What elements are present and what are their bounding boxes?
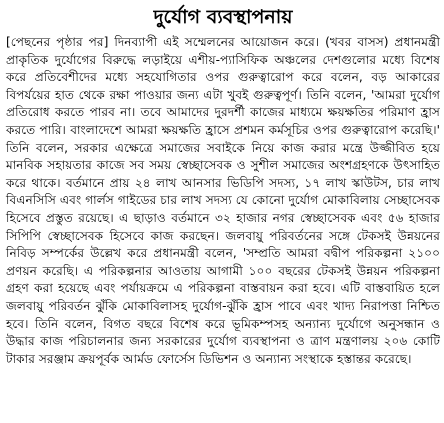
continued-from-label: [পেছনের পৃষ্ঠার পর] — [6, 35, 109, 49]
headline: দুর্যোগ ব্যবস্থাপনায় — [153, 6, 293, 28]
article-body — [6, 34, 440, 368]
article-text: দিনব্যাপী এই সম্মেলনের আয়োজন করে। (খবর বাসস) প্রধানমন্ত্রী প্রাকৃতিক দুর্যোগের বিরুদ্ধে লড়াইয়ে এশীয়-প্যাসিফিক অঞ্চলের দেশগুলোর মধ্যে বিশেষ করে প্রতিবেশীদের মধ্যে সহযোগিতার ওপর গুরুত্বারোপ করে বলেন, বড় আকারের বিপর্যয়ের হাত থেকে রক্ষা পাওয়ার জন্য এটা খুবই গুরুত্বপূর্ণ। তিনি বলেন, 'আমরা দুর্যোগ প্রতিরোধ করতে পারব না। তবে আমাদের দুরদর্শী কাজের মাধ্যমে ক্ষয়ক্ষতির পরিমাণ হ্রাস করতে পারি। বাংলাদেশে আমরা ক্ষয়ক্ষতি হ্রাসে প্রশমন কর্মসূচির ওপর গুরুত্বারোপ করেছি।' তিনি বলেন, সরকার এক্ষেত্রে সমাজের সবাইকে নিয়ে কাজ করার মন্ত্রে উজ্জীবিত হয়ে মানবিক সহায়তার কাজে সব সময় স্বেচ্ছাসেবক ও সুশীল সমাজের অংশগ্রহণকে উৎসাহিত করে থাকে। বর্তমানে প্রায় ২৪ লাখ আনসার ভিডিপি সদস্য, ১৭ লাখ স্কাউটস, চার লাখ বিএনসিসি এবং গার্লস গাইডের চার লাখ সদস্য যে কোনো দুর্যোগ মোকাবিলায় সেচ্ছাসেবক হিসেবে প্রস্তুত রয়েছে। এ ছাড়াও বর্তমানে ৩২ হাজার নগর স্বেচ্ছাসেবক এবং ৫৬ হাজার সিপিপি স্বেচ্ছাসেবক হিসেবে কাজ করছেন। জলবায়ু পরিবর্তনের সঙ্গে টেকসই উন্নয়নের নিবিড় সম্পর্কের উল্লেখ করে প্রধানমন্ত্রী বলেন, 'সম্প্রতি আমরা বদ্বীপ পরিকল্পনা ২১০০ প্রণয়ন করেছি। এ পরিকল্পনার আওতায় আগামী ১০০ বছরের টেকসই উন্নয়ন পরিকল্পনা গ্রহণ করা হয়েছে এবং পর্যায়ক্রমে এ পরিকল্পনা বাস্তবায়ন করা হবে। এটি বাস্তবায়িত হলে জলবায়ু পরিবর্তন ঝুঁকি মোকাবিলাসহ দুর্যোগ-ঝুঁকি হ্রাস পাবে এবং খাদ্য নিরাপত্তা নিশ্চিত হবে। তিনি বলেন, বিগত বছরে বিশেষ করে ভূমিকম্পসহ অন্যান্য দুর্যোগে অনুসন্ধান ও উদ্ধার কাজ পরিচালনার জন্য সরকারের দুর্যোগ ব্যবস্থাপনা ও ত্রাণ মন্ত্রণালয় ২০৬ কোটি টাকার সরঞ্জাম ক্রয়পূর্বক আর্মড ফোর্সেস ডিভিশন ও অন্যান্য সংস্থাকে হস্তান্তর করেছে। — [6, 35, 440, 366]
